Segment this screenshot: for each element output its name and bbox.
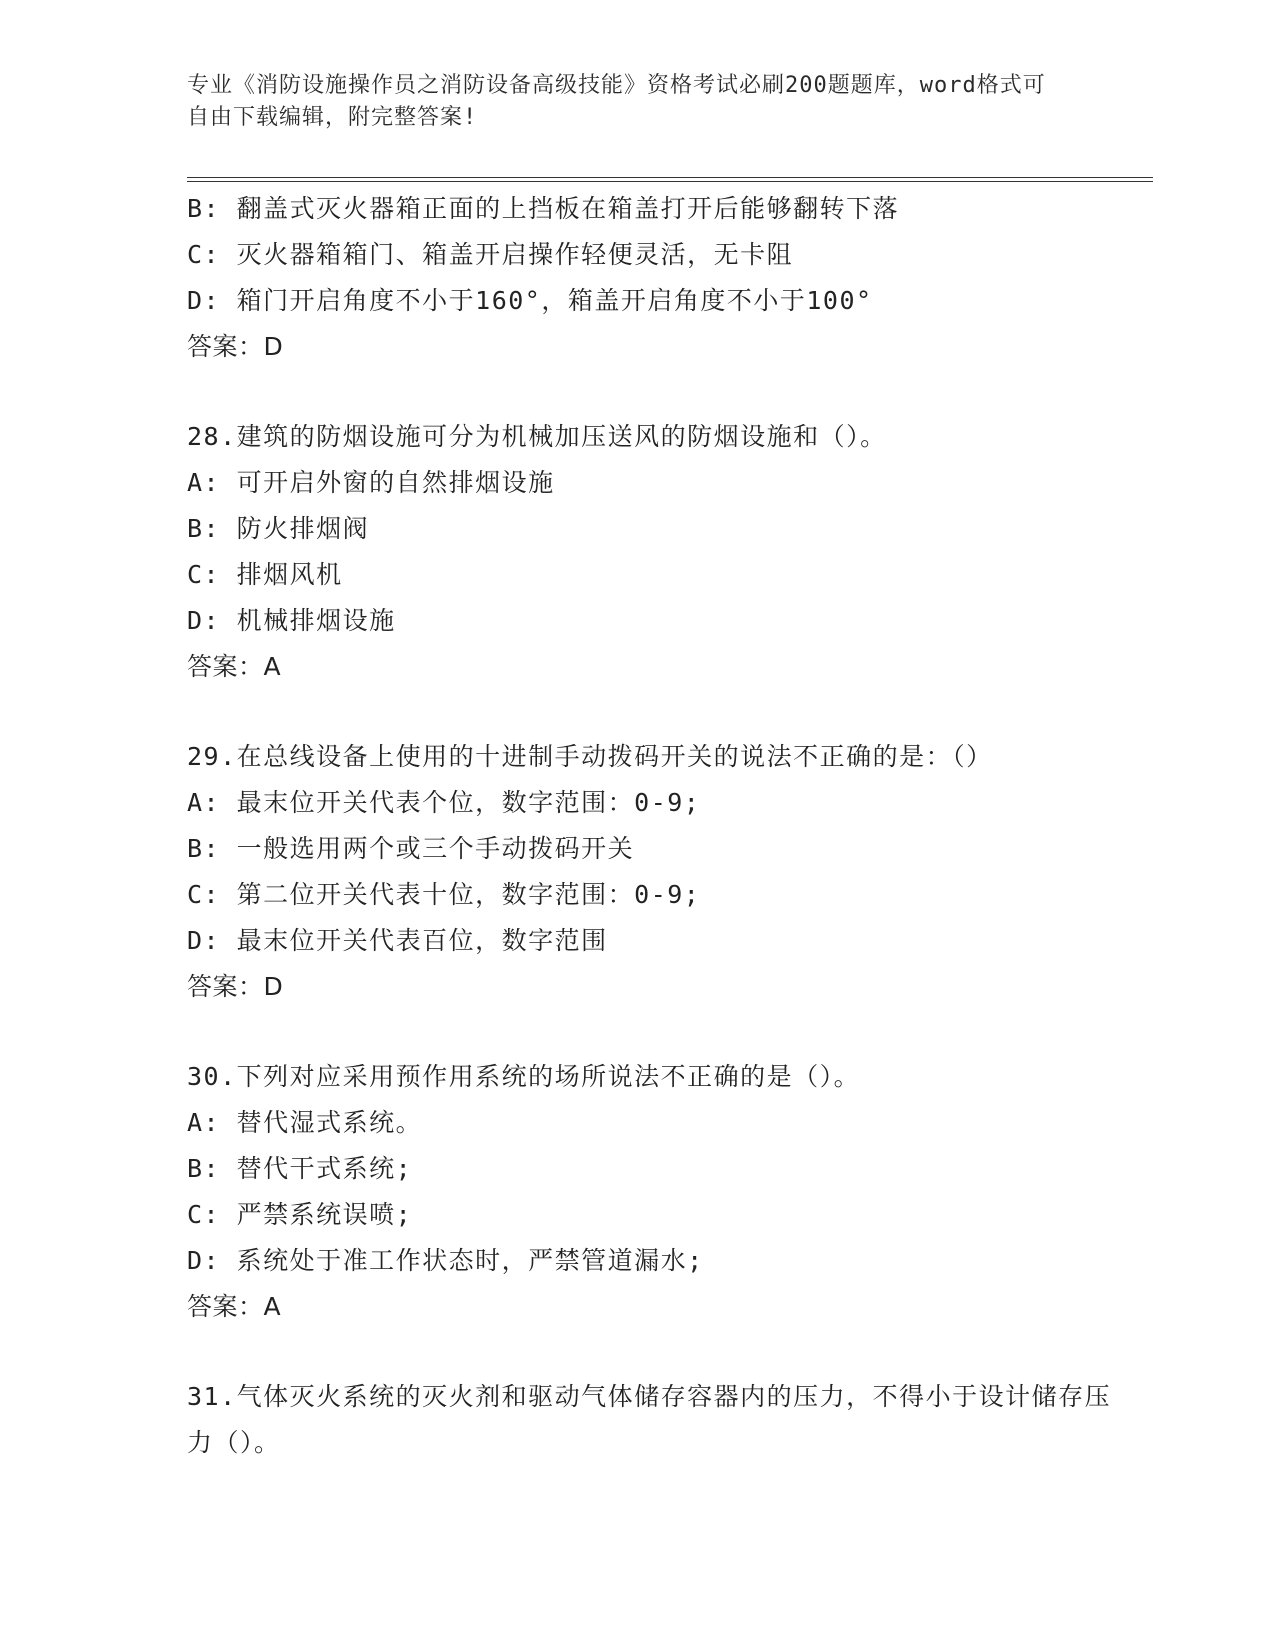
- option-c: C: 排烟风机: [187, 560, 343, 589]
- question-text: 28.建筑的防烟设施可分为机械加压送风的防烟设施和（）。: [187, 422, 887, 451]
- option-b: B: 翻盖式灭火器箱正面的上挡板在箱盖打开后能够翻转下落: [187, 194, 900, 223]
- option-c: C: 严禁系统误喷;: [187, 1200, 413, 1229]
- header-divider: [187, 177, 1153, 182]
- option-d: D: 机械排烟设施: [187, 606, 396, 635]
- option-b: B: 防火排烟阀: [187, 514, 370, 543]
- question-list: [187, 186, 1137, 1466]
- option-d: D: 箱门开启角度不小于160°，箱盖开启角度不小于100°: [187, 286, 873, 315]
- answer: 答案：A: [187, 1292, 282, 1321]
- answer: 答案：D: [187, 972, 284, 1001]
- question-continued: [187, 186, 1137, 370]
- question-text: 29.在总线设备上使用的十进制手动拨码开关的说法不正确的是：（）: [187, 742, 993, 771]
- question-29: [187, 734, 1137, 1010]
- option-a: A: 可开启外窗的自然排烟设施: [187, 468, 555, 497]
- question-text: 31.气体灭火系统的灭火剂和驱动气体储存容器内的压力，不得小于设计储存压力（）。: [187, 1382, 1112, 1457]
- question-30: [187, 1054, 1137, 1330]
- option-a: A: 最末位开关代表个位，数字范围：0-9;: [187, 788, 701, 817]
- option-c: C: 灭火器箱箱门、箱盖开启操作轻便灵活，无卡阻: [187, 240, 794, 269]
- question-31: [187, 1374, 1137, 1466]
- option-b: B: 替代干式系统;: [187, 1154, 413, 1183]
- option-b: B: 一般选用两个或三个手动拨码开关: [187, 834, 635, 863]
- option-a: A: 替代湿式系统。: [187, 1108, 423, 1137]
- answer: 答案：D: [187, 332, 284, 361]
- answer: 答案：A: [187, 652, 282, 681]
- option-d: D: 最末位开关代表百位，数字范围: [187, 926, 608, 955]
- option-c: C: 第二位开关代表十位，数字范围：0-9;: [187, 880, 701, 909]
- document-header: 专业《消防设施操作员之消防设备高级技能》资格考试必刷200题题库，word格式可自由下载编辑，附完整答案!: [187, 73, 1046, 130]
- question-28: [187, 414, 1137, 690]
- option-d: D: 系统处于准工作状态时，严禁管道漏水;: [187, 1246, 704, 1275]
- question-text: 30.下列对应采用预作用系统的场所说法不正确的是（）。: [187, 1062, 861, 1091]
